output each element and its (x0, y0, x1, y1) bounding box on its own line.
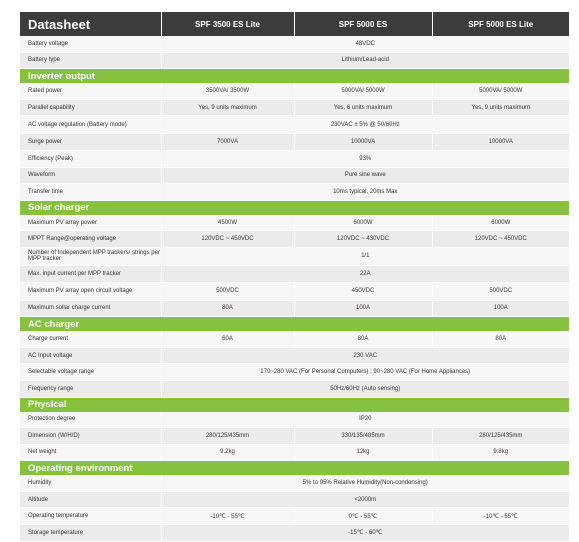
spec-row (20, 83, 569, 99)
spec-row (20, 247, 569, 265)
spec-value-model-3: 6000W (432, 215, 569, 231)
section-header (20, 317, 569, 332)
spec-label: Altitude (20, 491, 161, 508)
section-header (20, 69, 569, 84)
spec-value-model-1: 280/125/435mm (161, 428, 294, 445)
spec-value-all-models: Lithium/Lead-acid (161, 52, 569, 69)
spec-row (20, 36, 569, 52)
spec-label: Surge power (20, 134, 161, 151)
spec-row (20, 428, 569, 445)
spec-value-model-3: 120VDC ~ 450VDC (432, 231, 569, 248)
datasheet-title: Datasheet (20, 12, 161, 36)
spec-label: Humidity (20, 475, 161, 491)
spec-row (20, 184, 569, 201)
spec-row (20, 215, 569, 231)
spec-row (20, 231, 569, 248)
spec-value-model-1: Yes, 9 units maximum (161, 99, 294, 116)
spec-row (20, 167, 569, 184)
spec-label: Maximum PV array power (20, 215, 161, 231)
spec-label: Charge current (20, 331, 161, 347)
spec-value-all-models: 1/1 (161, 247, 569, 265)
spec-value-model-1: -10℃ - 55℃ (161, 508, 294, 525)
spec-row (20, 331, 569, 347)
spec-value-model-2: 120VDC ~ 430VDC (294, 231, 432, 248)
spec-value-model-3: -10℃ - 55℃ (432, 508, 569, 525)
spec-label: Battery type (20, 52, 161, 69)
spec-value-model-2: 330/135/485mm (294, 428, 432, 445)
datasheet-table (20, 12, 569, 542)
spec-row (20, 380, 569, 397)
spec-row (20, 347, 569, 364)
spec-value-all-models: 50Hz/60Hz (Auto sensing) (161, 380, 569, 397)
spec-value-all-models: 93% (161, 150, 569, 167)
spec-label: AC Input voltage (20, 347, 161, 364)
spec-value-model-1: 80A (161, 300, 294, 317)
spec-label: Operating temperature (20, 508, 161, 525)
spec-value-model-3: 280/125/435mm (432, 428, 569, 445)
spec-value-model-2: 80A (294, 331, 432, 347)
spec-row (20, 412, 569, 428)
model-header-3: SPF 5000 ES Lite (432, 12, 569, 36)
spec-label: MPPT Range@operating voltage (20, 231, 161, 248)
table-body (20, 36, 569, 541)
spec-value-model-3: 10000VA (432, 134, 569, 151)
spec-label: Max. input current per MPP tracker (20, 265, 161, 282)
spec-label: Protection degree (20, 412, 161, 428)
spec-row (20, 52, 569, 69)
spec-row (20, 508, 569, 525)
spec-value-model-3: Yes, 9 units maximum (432, 99, 569, 116)
spec-value-model-1: 9.2kg (161, 444, 294, 461)
spec-row (20, 265, 569, 282)
spec-label: Battery voltage (20, 36, 161, 52)
spec-label: Waveform (20, 167, 161, 184)
spec-value-model-2: 5000VA/ 5000W (294, 83, 432, 99)
spec-label: Rated power (20, 83, 161, 99)
section-header (20, 461, 569, 476)
spec-value-model-1: 500VDC (161, 282, 294, 300)
spec-value-all-models: IP20 (161, 412, 569, 428)
spec-value-all-models: -15℃ - 60℃ (161, 525, 569, 542)
section-header (20, 200, 569, 215)
spec-label: Maximum sollar charge current (20, 300, 161, 317)
section-title: AC charger (20, 317, 569, 332)
spec-row (20, 134, 569, 151)
spec-value-all-models: 230 VAC (161, 347, 569, 364)
spec-value-model-1: 7000VA (161, 134, 294, 151)
model-header-1: SPF 3500 ES Lite (161, 12, 294, 36)
spec-label: Dimension (W/H/D) (20, 428, 161, 445)
spec-row (20, 150, 569, 167)
spec-value-model-2: 10000VA (294, 134, 432, 151)
spec-value-model-3: 80A (432, 331, 569, 347)
spec-label: Efficiency (Peak) (20, 150, 161, 167)
spec-row (20, 116, 569, 134)
spec-label: Selectable voltage range (20, 364, 161, 381)
spec-label: Maximum PV array open circuit voltage (20, 282, 161, 300)
spec-value-model-2: 6000W (294, 215, 432, 231)
spec-row (20, 475, 569, 491)
model-header-2: SPF 5000 ES (294, 12, 432, 36)
spec-value-model-1: 120VDC ~ 450VDC (161, 231, 294, 248)
spec-label: Transfer time (20, 184, 161, 201)
section-title: Solar charger (20, 200, 569, 215)
spec-value-all-models: 230VAC ± 5% @ 50/60Hz (161, 116, 569, 134)
spec-value-all-models: 48VDC (161, 36, 569, 52)
spec-value-model-2: 450VDC (294, 282, 432, 300)
section-header (20, 397, 569, 412)
spec-row (20, 525, 569, 542)
spec-value-model-2: 100A (294, 300, 432, 317)
spec-value-all-models: <2000m (161, 491, 569, 508)
spec-value-model-3: 500VDC (432, 282, 569, 300)
spec-value-all-models: Pure sine wave (161, 167, 569, 184)
spec-value-all-models: 5% to 95% Relative Humidity(Non-condensing) (161, 475, 569, 491)
spec-row (20, 282, 569, 300)
table-header (20, 12, 569, 36)
spec-row (20, 491, 569, 508)
spec-value-model-1: 4500W (161, 215, 294, 231)
spec-label: Frequency range (20, 380, 161, 397)
spec-value-model-2: 0℃ - 55℃ (294, 508, 432, 525)
spec-row (20, 99, 569, 116)
spec-value-model-3: 100A (432, 300, 569, 317)
spec-row (20, 300, 569, 317)
spec-label: AC voltage regulation (Battery mode) (20, 116, 161, 134)
spec-value-all-models: 22A (161, 265, 569, 282)
spec-value-all-models: 10ms typical, 20ms Max (161, 184, 569, 201)
spec-row (20, 364, 569, 381)
spec-value-model-2: Yes, 6 units maximum (294, 99, 432, 116)
section-title: Physical (20, 397, 569, 412)
spec-value-model-1: 60A (161, 331, 294, 347)
spec-value-model-1: 3500VA/ 3500W (161, 83, 294, 99)
spec-value-model-3: 9.8kg (432, 444, 569, 461)
spec-label: Parallel capability (20, 99, 161, 116)
section-title: Inverter output (20, 69, 569, 84)
spec-label: Net weight (20, 444, 161, 461)
section-title: Operating environment (20, 461, 569, 476)
spec-label: Number of Independent MPP trackers/ strings per MPP tracker (20, 247, 161, 265)
spec-label: Storage temperature (20, 525, 161, 542)
spec-value-model-2: 12kg (294, 444, 432, 461)
spec-value-model-3: 5000VA/ 5000W (432, 83, 569, 99)
spec-row (20, 444, 569, 461)
spec-value-all-models: 170~280 VAC (For Personal Computers) ; 90~280 VAC (For Home Appliances) (161, 364, 569, 381)
